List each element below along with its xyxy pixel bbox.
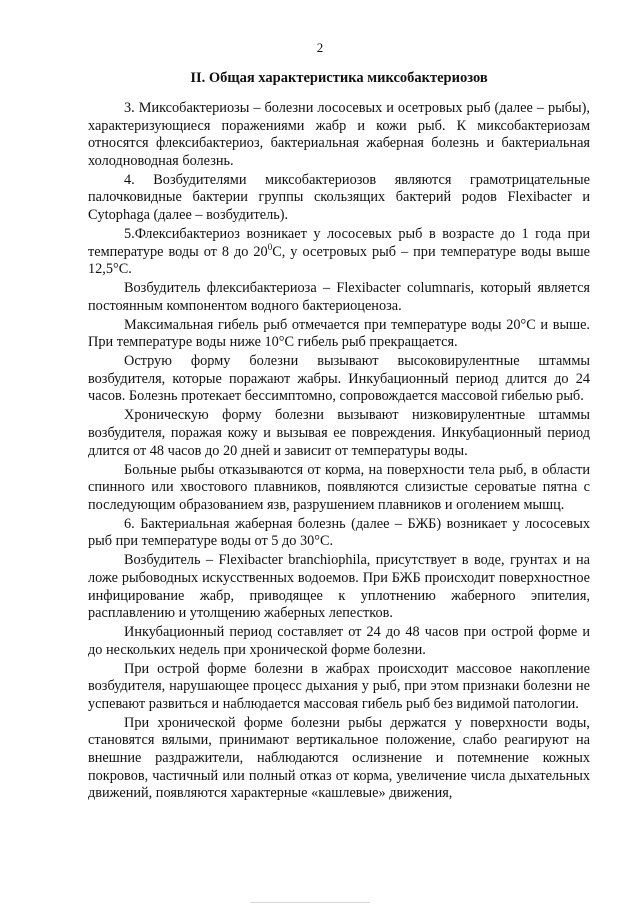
paragraph-sick-fish-signs: Больные рыбы отказываются от корма, на поверхности тела рыб, в области спинного или хвостового плавников, появляются слизистые сероватые пятна с последующим образованием язв, разрушением плавников и оголением мышц.: [88, 461, 590, 513]
page-number: 2: [316, 40, 324, 55]
paragraph-5-text-end: С, у осетровых рыб – при температуре воды выше 12,5°С.: [88, 243, 590, 278]
paragraph-bgd-chronic: При хронической форме болезни рыбы держатся у поверхности воды, становятся вялыми, принимают вертикальное положение, слабо реагируют на внешние раздражители, наблюдаются ослизнение и потемнение кожных покровов, частичный или полный отказ от корма, увеличение числа дыхательных движений, появляются характерные «кашлевые» движения,: [88, 714, 590, 802]
paragraph-5-text: 5.Флексибактериоз возникает у лососевых рыб в возрасте до 1 года при температуре воды от 8 до 20: [88, 225, 590, 260]
paragraph-incubation: Инкубационный период составляет от 24 до 48 часов при острой форме и до нескольких недель при хронической форме болезни.: [88, 624, 590, 658]
paragraph-3: 3. Миксобактериозы – болезни лососевых и осетровых рыб (далее – рыбы), характеризующиеся поражениями жабр и кожи рыб. К миксобактериозам относятся флексибактериоз, бактериальная жаберная болезнь и бактериальная холодноводная болезнь.: [88, 100, 590, 169]
superscript-degree: 0: [267, 241, 273, 252]
paragraph-4: 4. Возбудителями миксобактериозов являются грамотрицательные палочковидные бактерии группы скользящих бактерий родов Flexibacter и Cytophaga (далее – возбудитель).: [88, 171, 590, 223]
paragraph-5: [88, 226, 590, 279]
section-heading: II. Общая характеристика миксобактериозов: [190, 70, 488, 86]
document-body: [88, 100, 590, 804]
paragraph-6: 6. Бактериальная жаберная болезнь (далее – БЖБ) возникает у лососевых рыб при температуре воды от 5 до 30°С.: [88, 515, 590, 550]
paragraph-pathogen-flexibacteriosis: Возбудитель флексибактериоза – Flexibacter columnaris, который является постоянным компонентом водного бактериоценоза.: [88, 280, 590, 314]
paragraph-chronic-form: Хроническую форму болезни вызывают низковирулентные штаммы возбудителя, поражая кожу и вызывая ее повреждения. Инкубационный период длится от 48 часов до 20 дней и зависит от температуры воды.: [88, 407, 590, 459]
scan-edge-mark: [250, 902, 370, 903]
paragraph-bgd-pathogen: Возбудитель – Flexibacter branchiophila, присутствует в воде, грунтах и на ложе рыбоводных искусственных водоемов. При БЖБ происходит поверхностное инфицирование жабр, приводящее к уплотнению жаберного эпителия, расплавлению и утолщению жаберных лепестков.: [88, 552, 590, 622]
paragraph-acute-form: Острую форму болезни вызывают высоковирулентные штаммы возбудителя, которые поражают жабры. Инкубационный период длится до 24 часов. Болезнь протекает бессимптомно, сопровождается массовой гибелью рыб.: [88, 353, 590, 405]
paragraph-max-mortality: Максимальная гибель рыб отмечается при температуре воды 20°С и выше. При температуре воды ниже 10°С гибель рыб прекращается.: [88, 316, 590, 351]
paragraph-bgd-acute: При острой форме болезни в жабрах происходит массовое накопление возбудителя, нарушающее процесс дыхания у рыб, при этом признаки болезни не успевают развиться и наблюдается массовая гибель рыб без видимой патологии.: [88, 660, 590, 712]
